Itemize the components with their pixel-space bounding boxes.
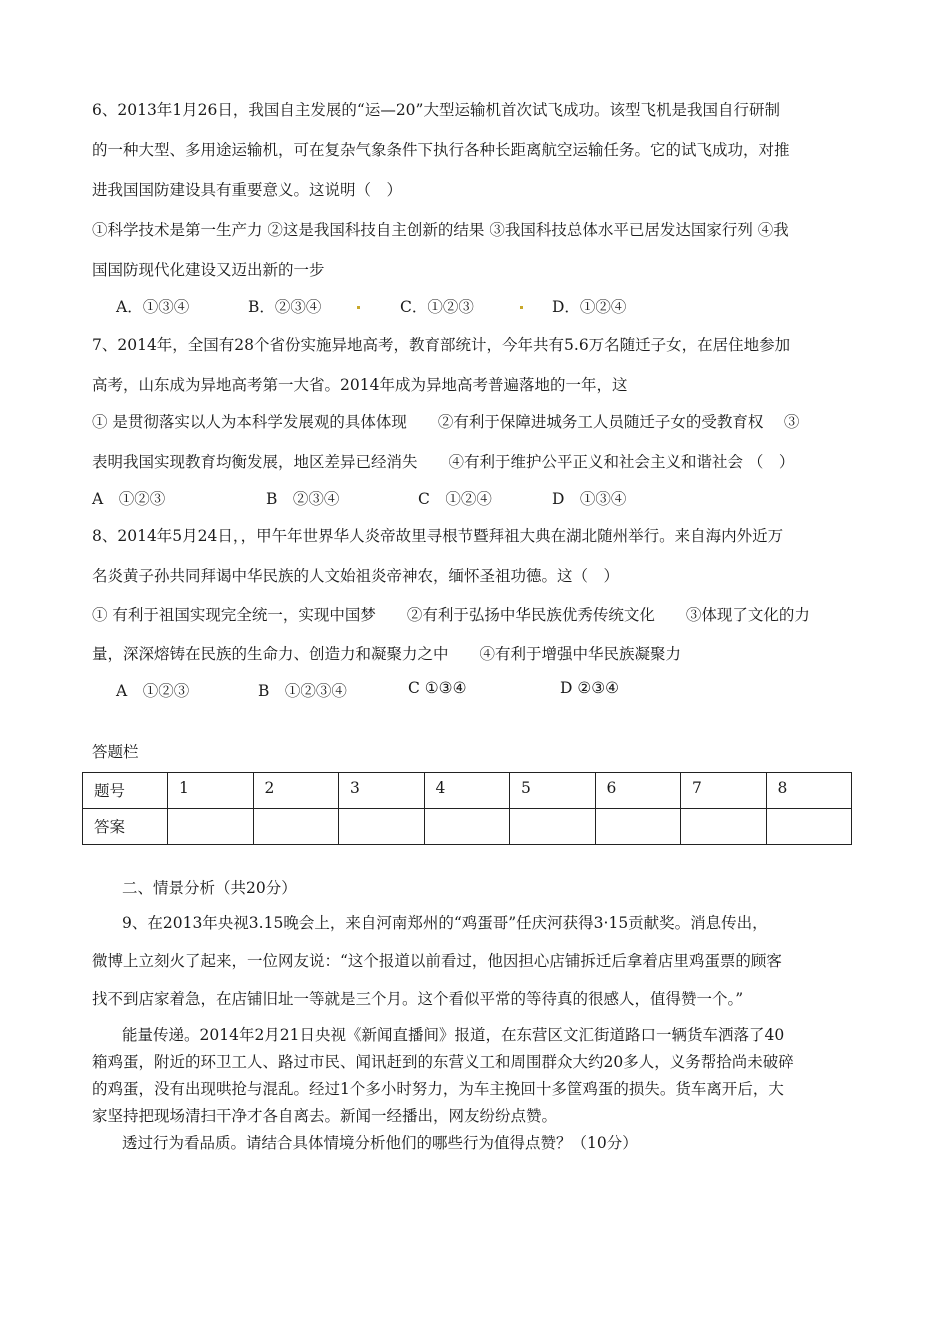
question-number-cell: 1 [168, 773, 254, 809]
q8-option-c: C ①③④ [408, 679, 467, 697]
question-number-cell: 4 [424, 773, 510, 809]
answer-cell[interactable] [510, 809, 596, 845]
q7-line-3: ① 是贯彻落实以人为本科学发展观的具体体现 ②有利于保障进城务工人员随迁子女的受教育权 ③ [92, 413, 800, 431]
q8-line-2: 名炎黄子孙共同拜谒中华民族的人文始祖炎帝神农，缅怀圣祖功德。这（ ） [92, 567, 620, 585]
section-2-heading: 二、情景分析（共20分） [122, 879, 297, 897]
q9-question: 透过行为看品质。请结合具体情境分析他们的哪些行为值得点赞？（10分） [122, 1134, 638, 1152]
answer-cell[interactable] [339, 809, 425, 845]
question-number-cell: 3 [339, 773, 425, 809]
question-number-cell: 7 [681, 773, 767, 809]
q7-line-2: 高考，山东成为异地高考第一大省。2014年成为异地高考普遍落地的一年，这 [92, 376, 628, 394]
answer-cell[interactable] [424, 809, 510, 845]
q7-option-d: D ①③④ [552, 490, 627, 508]
table-row [83, 773, 852, 809]
q6-line-1: 6、2013年1月26日，我国自主发展的“运—20”大型运输机首次试飞成功。该型飞机是我国自行研制 [92, 101, 780, 119]
q9-line-3: 找不到店家着急，在店铺旧址一等就是三个月。这个看似平常的等待真的很感人，值得赞一个。” [92, 990, 744, 1008]
row-label-number: 题号 [83, 773, 168, 809]
p2-line-3: 的鸡蛋，没有出现哄抢与混乱。经过1个多小时努力，为车主挽回十多筐鸡蛋的损失。货车离开后，大 [92, 1080, 784, 1098]
q8-option-d: D ②③④ [560, 679, 620, 697]
q8-option-a: A ①②③ [116, 682, 190, 700]
q8-option-b: B ①②③④ [258, 682, 347, 700]
q6-line-2: 的一种大型、多用途运输机，可在复杂气象条件下执行各种长距离航空运输任务。它的试飞成功，对推 [92, 141, 790, 159]
p2-line-1: 能量传递。2014年2月21日央视《新闻直播间》报道，在东营区文汇街道路口一辆货车洒落了40 [122, 1026, 785, 1044]
q6-line-5: 国国防现代化建设又迈出新的一步 [92, 261, 325, 279]
answer-cell[interactable] [595, 809, 681, 845]
table-row [83, 809, 852, 845]
question-number-cell: 2 [253, 773, 339, 809]
q7-option-c: C ①②④ [418, 490, 492, 508]
stray-mark [357, 306, 360, 309]
question-number-cell: 5 [510, 773, 596, 809]
q6-option-c: C．①②③ [400, 298, 474, 316]
answer-bar-title: 答题栏 [92, 743, 139, 761]
q6-option-b: B．②③④ [248, 298, 322, 316]
answer-table [82, 772, 852, 845]
question-number-cell: 6 [595, 773, 681, 809]
answer-cell[interactable] [253, 809, 339, 845]
q8-line-3: ① 有利于祖国实现完全统一，实现中国梦 ②有利于弘扬中华民族优秀传统文化 ③体现了文化的力 [92, 606, 810, 624]
q8-line-4: 量，深深熔铸在民族的生命力、创造力和凝聚力之中 ④有利于增强中华民族凝聚力 [92, 645, 682, 663]
q9-line-2: 微博上立刻火了起来，一位网友说：“这个报道以前看过，他因担心店铺拆迁后拿着店里鸡蛋票的顾客 [92, 952, 782, 970]
answer-cell[interactable] [168, 809, 254, 845]
q6-option-a: A．①③④ [116, 298, 190, 316]
stray-mark [520, 306, 523, 309]
q7-line-4: 表明我国实现教育均衡发展，地区差异已经消失 ④有利于维护公平正义和社会主义和谐社会 （ ） [92, 453, 795, 471]
p2-line-2: 箱鸡蛋，附近的环卫工人、路过市民、闻讯赶到的东营义工和周围群众大约20多人，义务帮拾尚未破碎 [92, 1053, 794, 1071]
q6-line-3: 进我国国防建设具有重要意义。这说明（ ） [92, 181, 403, 199]
q6-line-4: ①科学技术是第一生产力 ②这是我国科技自主创新的结果 ③我国科技总体水平已居发达国家行列 ④我 [92, 221, 789, 239]
q6-option-d: D．①②④ [552, 298, 627, 316]
answer-cell[interactable] [766, 809, 852, 845]
q7-option-a: A ①②③ [92, 490, 166, 508]
q7-line-1: 7、2014年，全国有28个省份实施异地高考，教育部统计，今年共有5.6万名随迁子女，在居住地参加 [92, 336, 791, 354]
answer-cell[interactable] [681, 809, 767, 845]
row-label-answer: 答案 [83, 809, 168, 845]
question-number-cell: 8 [766, 773, 852, 809]
q9-line-1: 9、在2013年央视3.15晚会上，来自河南郑州的“鸡蛋哥”任庆河获得3·15贡献奖。消息传出， [122, 914, 768, 932]
q8-line-1: 8、2014年5月24日，，甲午年世界华人炎帝故里寻根节暨拜祖大典在湖北随州举行。来自海内外近万 [92, 527, 784, 545]
p2-line-4: 家坚持把现场清扫干净才各自离去。新闻一经播出，网友纷纷点赞。 [92, 1107, 558, 1125]
q7-option-b: B ②③④ [266, 490, 340, 508]
